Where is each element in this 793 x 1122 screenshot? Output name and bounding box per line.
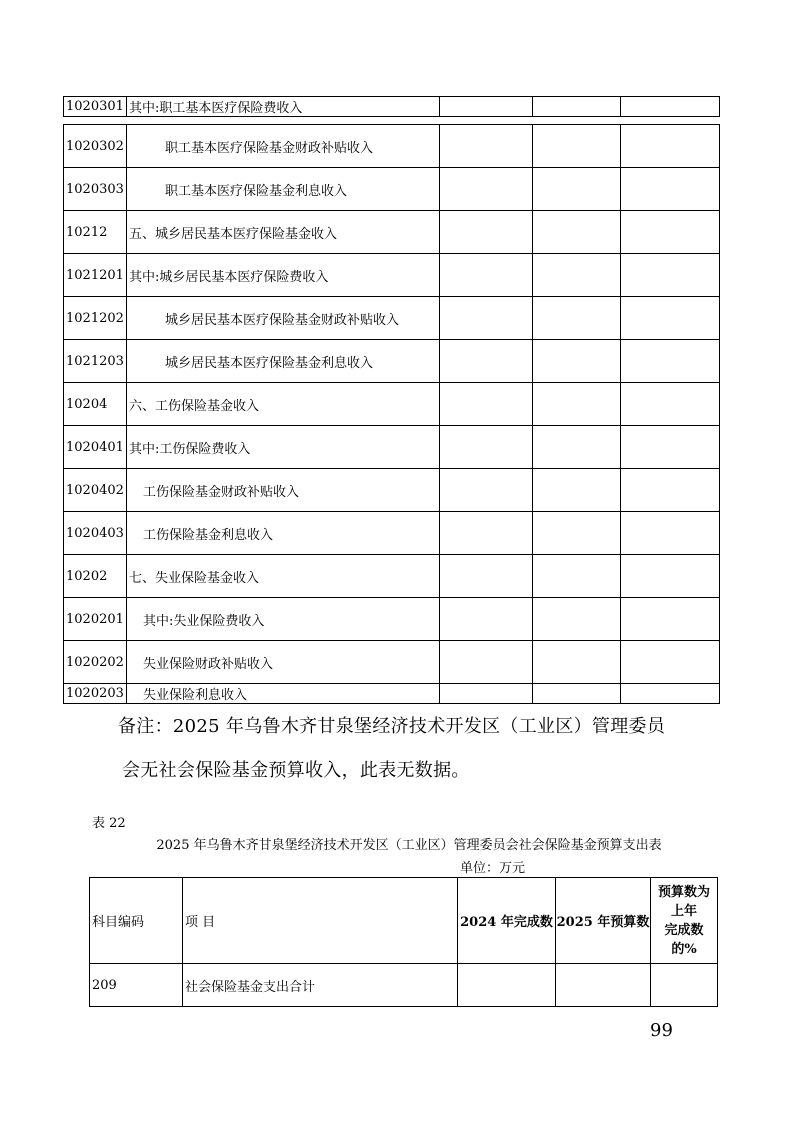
table-row [64, 684, 720, 704]
expenditure-table [89, 877, 718, 1007]
table-row [64, 469, 720, 512]
table-row [64, 598, 720, 641]
subject-code: 1020402 [64, 469, 127, 512]
item-name: 其中:职工基本医疗保险费收入 [127, 97, 440, 117]
item-name: 其中:工伤保险费收入 [127, 426, 440, 469]
empty-cell [440, 97, 533, 117]
subject-code: 209 [90, 964, 183, 1007]
table-row [64, 383, 720, 426]
item-name: 社会保险基金支出合计 [183, 964, 458, 1007]
item-name: 城乡居民基本医疗保险基金财政补贴收入 [127, 297, 440, 340]
subject-code: 10204 [64, 383, 127, 426]
table-row [64, 211, 720, 254]
table-title: 2025 年乌鲁木齐甘泉堡经济技术开发区（工业区）管理委员会社会保险基金预算支出表 [156, 838, 662, 853]
table-row [90, 964, 718, 1007]
item-name: 工伤保险基金利息收入 [127, 512, 440, 555]
income-table [63, 124, 720, 704]
item-name: 职工基本医疗保险基金利息收入 [127, 168, 440, 211]
header-2025-budget: 2025 年预算数 [556, 878, 651, 964]
subject-code: 1020302 [64, 125, 127, 168]
header-budget-pct-line: 的% [671, 941, 697, 957]
subject-code: 1021203 [64, 340, 127, 383]
subject-code: 10202 [64, 555, 127, 598]
table-row [64, 254, 720, 297]
item-name: 其中:失业保险费收入 [127, 598, 440, 641]
subject-code: 1020203 [64, 684, 127, 704]
table-row [64, 512, 720, 555]
item-name: 六、工伤保险基金收入 [127, 383, 440, 426]
subject-code: 1020403 [64, 512, 127, 555]
subject-code: 1021201 [64, 254, 127, 297]
income-table-continued-header-row [63, 96, 720, 117]
item-name: 失业保险财政补贴收入 [127, 641, 440, 684]
table-row [64, 340, 720, 383]
table-row [64, 555, 720, 598]
table-label: 表 22 [92, 816, 126, 831]
subject-code: 1020401 [64, 426, 127, 469]
empty-cell [621, 97, 720, 117]
table-row [64, 97, 720, 117]
subject-code: 1020201 [64, 598, 127, 641]
item-name: 城乡居民基本医疗保险基金利息收入 [127, 340, 440, 383]
header-budget-pct [651, 878, 718, 964]
table-row [64, 426, 720, 469]
item-name: 职工基本医疗保险基金财政补贴收入 [127, 125, 440, 168]
empty-cell [533, 97, 621, 117]
item-name: 五、城乡居民基本医疗保险基金收入 [127, 211, 440, 254]
table-header-row [90, 878, 718, 964]
header-budget-pct-line: 完成数 [664, 922, 704, 938]
table-row [64, 125, 720, 168]
subject-code: 1020202 [64, 641, 127, 684]
header-2024-completed: 2024 年完成数 [458, 878, 556, 964]
header-subject-code: 科目编码 [90, 878, 183, 964]
remark-line-1: 备注：2025 年乌鲁木齐甘泉堡经济技术开发区（工业区）管理委员 [118, 716, 666, 737]
table-row [64, 641, 720, 684]
table-row [64, 168, 720, 211]
subject-code: 10212 [64, 211, 127, 254]
subject-code: 1020303 [64, 168, 127, 211]
item-name: 失业保险利息收入 [127, 684, 440, 704]
item-name: 其中:城乡居民基本医疗保险费收入 [127, 254, 440, 297]
item-name: 七、失业保险基金收入 [127, 555, 440, 598]
header-budget-pct-line: 上年 [670, 903, 697, 919]
item-name: 工伤保险基金财政补贴收入 [127, 469, 440, 512]
subject-code: 1020301 [64, 97, 127, 117]
table-row [64, 297, 720, 340]
page-number: 99 [650, 1020, 673, 1041]
subject-code: 1021202 [64, 297, 127, 340]
header-item: 项 目 [183, 878, 458, 964]
header-budget-pct-line: 预算数为 [657, 884, 710, 900]
remark-line-2: 会无社会保险基金预算收入，此表无数据。 [122, 760, 470, 781]
unit-label: 单位：万元 [460, 861, 526, 876]
